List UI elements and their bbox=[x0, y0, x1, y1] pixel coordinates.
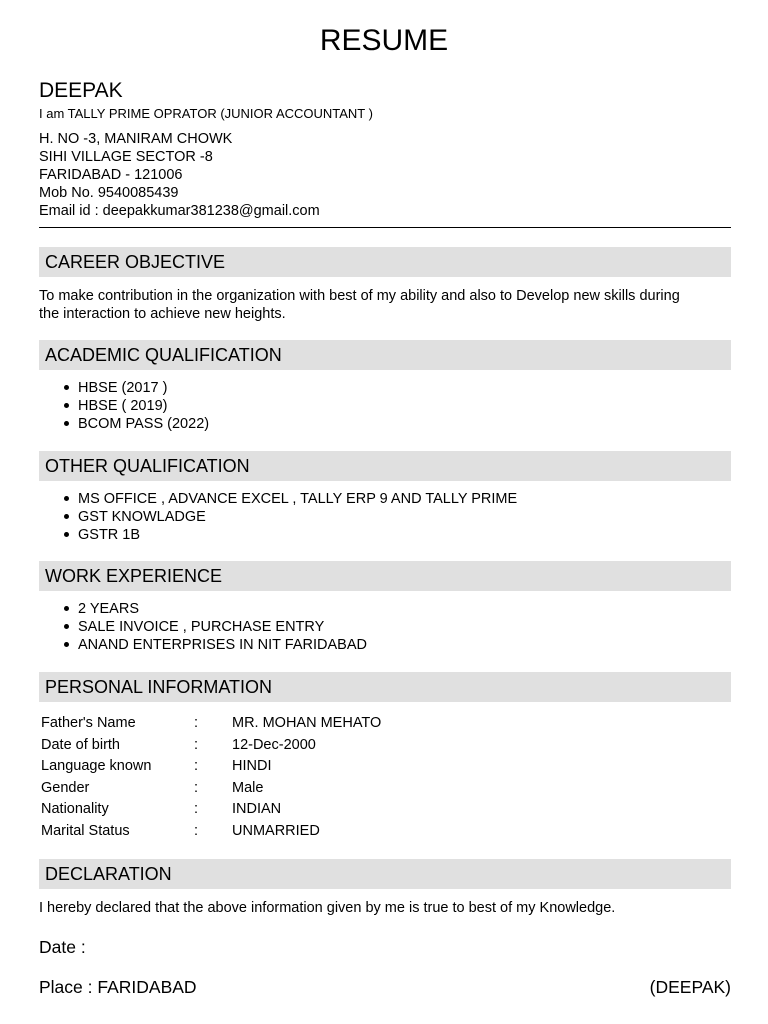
address-line-2: SIHI VILLAGE SECTOR -8 bbox=[39, 149, 213, 165]
field-separator: : bbox=[194, 779, 199, 796]
table-row bbox=[41, 756, 541, 778]
list-item: 2 YEARS bbox=[64, 600, 367, 618]
section-heading-text: ACADEMIC QUALIFICATION bbox=[45, 345, 282, 365]
field-label: Father's Name bbox=[41, 715, 136, 731]
declaration-text: I hereby declared that the above information given by me is true to best of my Knowledge. bbox=[39, 900, 616, 916]
career-objective-line-2: the interaction to achieve new heights. bbox=[39, 306, 286, 322]
bullet-icon bbox=[64, 403, 69, 408]
field-separator: : bbox=[194, 801, 199, 818]
field-separator: : bbox=[194, 822, 199, 839]
email-address: Email id : deepakkumar381238@gmail.com bbox=[39, 203, 320, 219]
bullet-icon bbox=[64, 385, 69, 390]
signature-name: (DEEPAK) bbox=[649, 977, 731, 997]
table-row bbox=[41, 799, 541, 821]
place-label: Place : FARIDABAD bbox=[39, 977, 197, 997]
field-value: UNMARRIED bbox=[232, 822, 320, 839]
date-label: Date : bbox=[39, 937, 86, 957]
field-label: Nationality bbox=[41, 801, 109, 818]
section-heading-academic-qualification bbox=[39, 340, 731, 370]
page-title: RESUME bbox=[319, 24, 449, 57]
bullet-icon bbox=[64, 624, 69, 629]
list-item: HBSE ( 2019) bbox=[64, 397, 209, 415]
section-heading-text: CAREER OBJECTIVE bbox=[45, 252, 226, 272]
section-heading-text: DECLARATION bbox=[45, 864, 172, 884]
list-item: GST KNOWLADGE bbox=[64, 508, 517, 526]
candidate-name: DEEPAK bbox=[39, 79, 123, 102]
career-objective-text bbox=[39, 287, 739, 323]
table-row bbox=[41, 821, 541, 843]
field-value: 12-Dec-2000 bbox=[232, 736, 316, 753]
bullet-icon bbox=[64, 496, 69, 501]
field-label: Date of birth bbox=[41, 736, 120, 753]
field-value: Male bbox=[232, 779, 264, 796]
field-separator: : bbox=[194, 736, 199, 753]
field-label: Language known bbox=[41, 758, 152, 775]
section-heading-other-qualification bbox=[39, 451, 731, 481]
bullet-icon bbox=[64, 532, 69, 537]
bullet-icon bbox=[64, 642, 69, 647]
academic-qualification-list bbox=[64, 379, 209, 433]
field-value: INDIAN bbox=[232, 801, 282, 818]
field-value: HINDI bbox=[232, 758, 272, 775]
list-item: GSTR 1B bbox=[64, 526, 517, 544]
career-objective-line-1: To make contribution in the organization with best of my ability and also to Develop new skills during bbox=[39, 288, 680, 304]
list-item: MS OFFICE , ADVANCE EXCEL , TALLY ERP 9 AND TALLY PRIME bbox=[64, 490, 517, 508]
section-heading-work-experience bbox=[39, 561, 731, 591]
table-row bbox=[41, 713, 541, 735]
section-heading-declaration bbox=[39, 859, 731, 889]
section-heading-text: OTHER QUALIFICATION bbox=[45, 456, 250, 476]
section-heading-text: WORK EXPERIENCE bbox=[45, 566, 223, 586]
field-separator: : bbox=[194, 715, 199, 731]
mobile-number: Mob No. 9540085439 bbox=[39, 185, 179, 201]
bullet-icon bbox=[64, 606, 69, 611]
list-item: ANAND ENTERPRISES IN NIT FARIDABAD bbox=[64, 636, 367, 654]
list-item: HBSE (2017 ) bbox=[64, 379, 209, 397]
field-value: MR. MOHAN MEHATO bbox=[232, 715, 382, 731]
header-divider bbox=[39, 227, 731, 228]
table-row bbox=[41, 778, 541, 800]
field-label: Marital Status bbox=[41, 822, 130, 839]
list-item: SALE INVOICE , PURCHASE ENTRY bbox=[64, 618, 367, 636]
table-row bbox=[41, 735, 541, 757]
personal-information-table bbox=[41, 713, 541, 843]
bullet-icon bbox=[64, 514, 69, 519]
section-heading-personal-information bbox=[39, 672, 731, 702]
bullet-icon bbox=[64, 421, 69, 426]
field-label: Gender bbox=[41, 779, 90, 796]
section-heading-career-objective bbox=[39, 247, 731, 277]
field-separator: : bbox=[194, 758, 199, 775]
address-line-1: H. NO -3, MANIRAM CHOWK bbox=[39, 131, 233, 147]
contact-block bbox=[39, 130, 320, 220]
other-qualification-list bbox=[64, 490, 517, 544]
address-line-3: FARIDABAD - 121006 bbox=[39, 167, 183, 183]
work-experience-list bbox=[64, 600, 367, 654]
section-heading-text: PERSONAL INFORMATION bbox=[45, 677, 273, 697]
list-item: BCOM PASS (2022) bbox=[64, 415, 209, 433]
candidate-tagline: I am TALLY PRIME OPRATOR (JUNIOR ACCOUNTANT ) bbox=[39, 106, 373, 121]
